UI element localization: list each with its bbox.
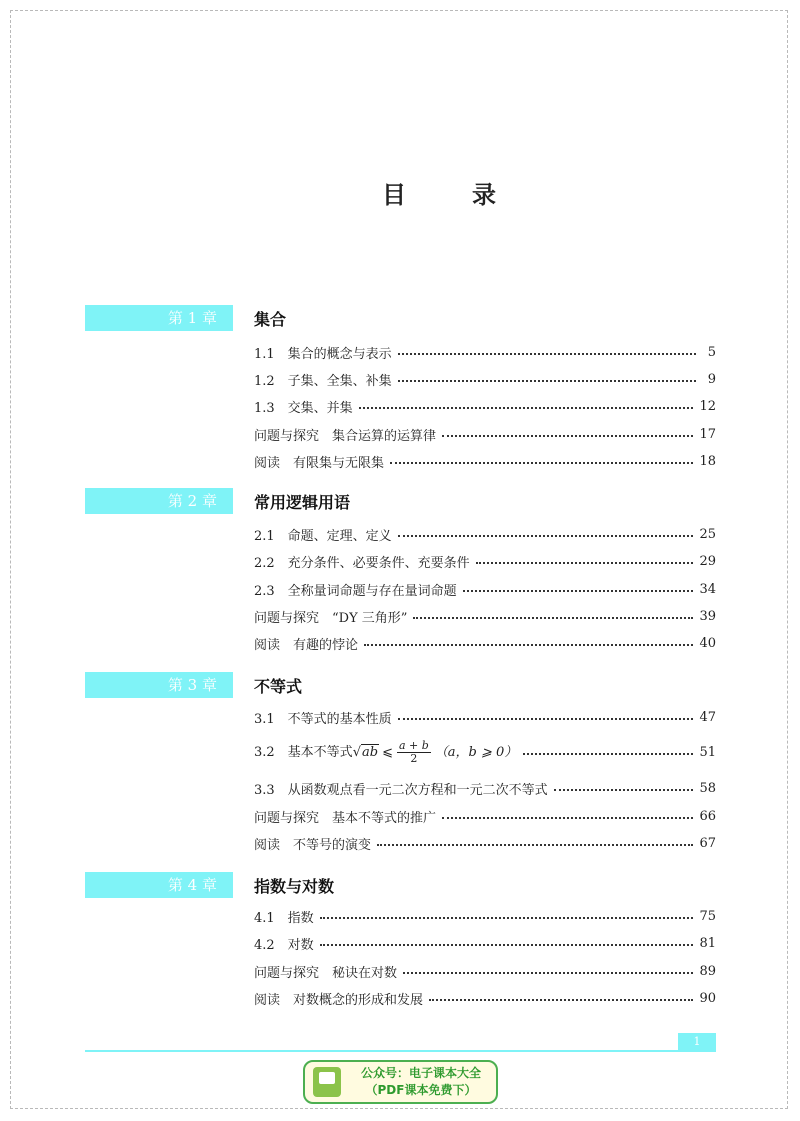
fraction-denominator: 2	[410, 751, 418, 765]
dot-leader	[463, 590, 694, 592]
chapter-badge-4: 第 4 章	[85, 872, 233, 898]
toc-entry[interactable]	[254, 833, 716, 853]
toc-entry[interactable]	[254, 707, 716, 727]
toc-entry[interactable]	[254, 424, 716, 444]
dot-leader	[398, 535, 694, 537]
dot-leader	[429, 999, 693, 1001]
toc-entry[interactable]	[254, 342, 716, 362]
watermark-stamp	[303, 1060, 498, 1104]
fraction-numerator: a + b	[398, 738, 429, 752]
dot-leader	[390, 462, 693, 464]
toc-entry-label: 2.3 全称量词命题与存在量词命题	[254, 583, 457, 599]
toc-entry-page: 34	[699, 581, 716, 597]
dot-leader	[320, 944, 694, 946]
chapter-title-3[interactable]: 不等式	[254, 677, 303, 696]
watermark-text	[347, 1065, 495, 1099]
toc-entry[interactable]	[254, 906, 716, 926]
toc-entry-page: 81	[699, 935, 716, 951]
dot-leader	[377, 844, 693, 846]
dot-leader	[476, 562, 694, 564]
chapter-title-1[interactable]: 集合	[254, 310, 287, 329]
toc-entry-page: 75	[699, 908, 716, 924]
toc-entry-label: 阅读 有限集与无限集	[254, 455, 385, 471]
dot-leader	[442, 435, 693, 437]
toc-entry-page: 51	[699, 744, 716, 760]
toc-entry-label: 阅读 对数概念的形成和发展	[254, 992, 424, 1008]
page-title	[0, 175, 800, 210]
label-prefix: 3.2 基本不等式	[254, 744, 353, 760]
chapter-badge-3: 第 3 章	[85, 672, 233, 698]
toc-entry[interactable]	[254, 396, 716, 416]
toc-entry-page: 47	[699, 709, 716, 725]
toc-entry-page: 40	[699, 635, 716, 651]
toc-entry-label: 1.2 子集、全集、补集	[254, 373, 392, 389]
dot-leader	[398, 718, 694, 720]
watermark-line-2: （PDF课本免费下）	[365, 1083, 477, 1097]
toc-entry-label: 4.2 对数	[254, 937, 314, 953]
toc-entry-page: 67	[699, 835, 716, 851]
chapter-badge-2: 第 2 章	[85, 488, 233, 514]
toc-entry[interactable]	[254, 551, 716, 571]
toc-entry-label: 问题与探究 秘诀在对数	[254, 965, 398, 981]
toc-entry[interactable]	[254, 778, 716, 798]
toc-entry[interactable]	[254, 961, 716, 981]
toc-entry[interactable]	[254, 806, 716, 826]
dot-leader	[442, 817, 693, 819]
toc-entry[interactable]	[254, 606, 716, 626]
toc-entry-label: 2.1 命题、定理、定义	[254, 528, 392, 544]
sqrt-radicand: ab	[361, 744, 379, 760]
toc-entry-page: 89	[699, 963, 716, 979]
dot-leader	[403, 972, 693, 974]
title-char-2: 录	[472, 181, 498, 209]
toc-entry-label: 问题与探究 集合运算的运算律	[254, 428, 437, 444]
toc-entry[interactable]	[254, 369, 716, 389]
toc-entry-page: 9	[707, 371, 716, 387]
toc-entry-label: 问题与探究 基本不等式的推广	[254, 810, 437, 826]
book-logo-icon	[313, 1067, 341, 1097]
dot-leader	[523, 753, 693, 755]
toc-entry[interactable]	[254, 740, 716, 764]
dot-leader	[398, 353, 696, 355]
toc-entry-page: 66	[699, 808, 716, 824]
condition: （a，b ⩾ 0）	[434, 744, 518, 760]
relation-sign: ⩽	[382, 744, 393, 760]
toc-entry-label: 阅读 有趣的悖论	[254, 637, 359, 653]
toc-entry[interactable]	[254, 524, 716, 544]
toc-entry-page: 29	[699, 553, 716, 569]
chapter-title-2[interactable]: 常用逻辑用语	[254, 493, 351, 512]
fraction	[397, 740, 431, 765]
toc-entry-page: 25	[699, 526, 716, 542]
page-number: 1	[678, 1033, 716, 1051]
toc-entry-page: 58	[699, 780, 716, 796]
dot-leader	[364, 644, 693, 646]
toc-entry-page: 12	[699, 398, 716, 414]
toc-entry[interactable]	[254, 633, 716, 653]
toc-entry-label: 1.1 集合的概念与表示	[254, 346, 392, 362]
toc-entry-label: 阅读 不等号的演变	[254, 837, 372, 853]
toc-entry-page: 39	[699, 608, 716, 624]
toc-entry[interactable]	[254, 579, 716, 599]
toc-entry[interactable]	[254, 933, 716, 953]
toc-entry-page: 18	[699, 453, 716, 469]
toc-entry-page: 90	[699, 990, 716, 1006]
chapter-title-4[interactable]: 指数与对数	[254, 877, 335, 896]
toc-entry-label: 问题与探究 “DY 三角形”	[254, 610, 408, 626]
chapter-badge-1: 第 1 章	[85, 305, 233, 331]
dot-leader	[413, 617, 693, 619]
toc-entry-label	[254, 740, 517, 765]
toc-entry[interactable]	[254, 988, 716, 1008]
watermark-line-1: 公众号：电子课本大全	[360, 1066, 481, 1080]
toc-entry-label: 2.2 充分条件、必要条件、充要条件	[254, 555, 470, 571]
sqrt-sign: √	[352, 744, 361, 760]
footer-rule	[85, 1050, 716, 1052]
title-char-1: 目	[382, 181, 408, 209]
toc-entry[interactable]	[254, 451, 716, 471]
toc-entry-page: 5	[707, 344, 716, 360]
toc-entry-label: 4.1 指数	[254, 910, 314, 926]
dot-leader	[398, 380, 696, 382]
toc-entry-page: 17	[699, 426, 716, 442]
toc-entry-label: 3.3 从函数观点看一元二次方程和一元二次不等式	[254, 782, 548, 798]
dot-leader	[359, 407, 694, 409]
dot-leader	[320, 917, 694, 919]
toc-entry-label: 3.1 不等式的基本性质	[254, 711, 392, 727]
toc-entry-label: 1.3 交集、并集	[254, 400, 353, 416]
dot-leader	[554, 789, 694, 791]
